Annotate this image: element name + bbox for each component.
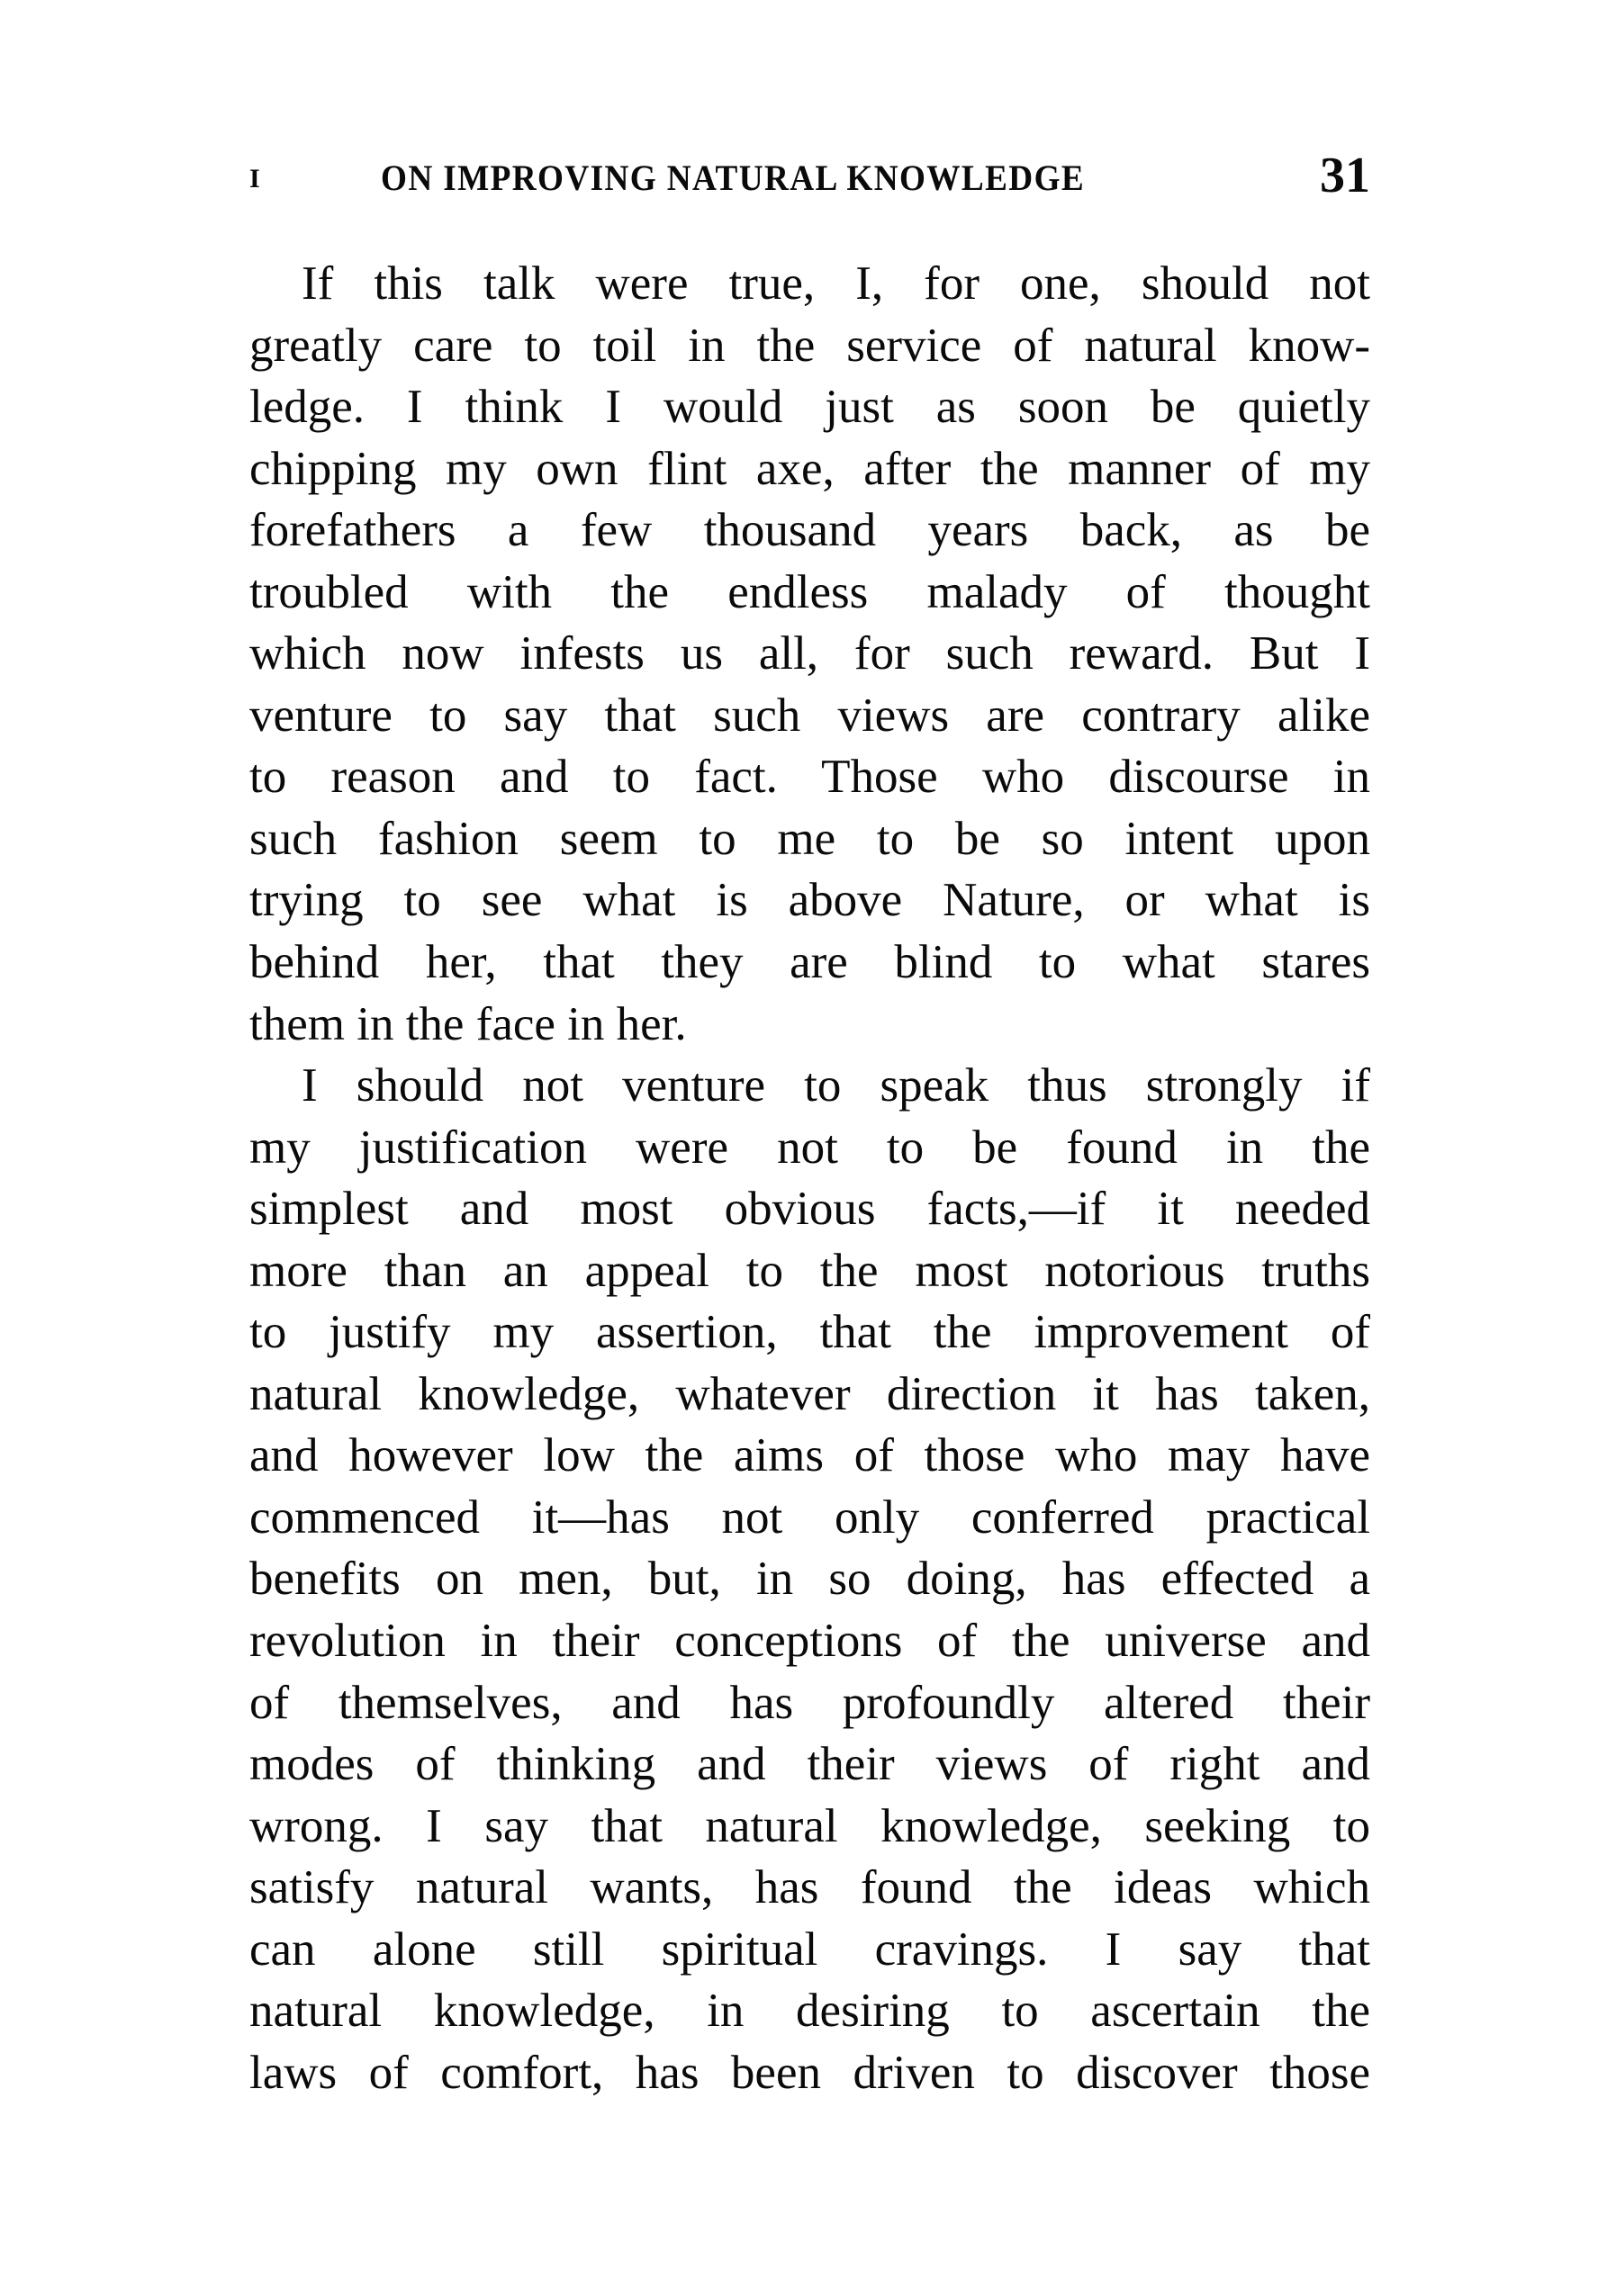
running-head	[249, 148, 1370, 203]
text-line	[249, 623, 1370, 685]
line-text: greatly care to toil in the service of natural know-	[249, 319, 1370, 372]
line-text: forefathers a few thousand years back, as be	[249, 504, 1370, 557]
line-text: them in the face in her.	[249, 997, 687, 1050]
line-text: and however low the aims of those who may have	[249, 1429, 1370, 1482]
line-text: satisfy natural wants, has found the ideas which	[249, 1861, 1370, 1914]
text-line	[249, 1857, 1370, 1919]
line-text: my justification were not to be found in the	[249, 1121, 1370, 1174]
text-line	[249, 562, 1370, 624]
line-text: more than an appeal to the most notorious truths	[249, 1244, 1370, 1297]
chapter-number: I	[249, 164, 260, 194]
line-text: simplest and most obvious facts,—if it needed	[249, 1183, 1370, 1236]
line-text: laws of comfort, has been driven to discover those	[249, 2046, 1370, 2099]
text-line	[249, 1919, 1370, 1981]
text-line	[249, 1487, 1370, 1549]
text-line	[249, 685, 1370, 747]
line-text: I should not venture to speak thus strongly if	[302, 1059, 1370, 1112]
line-text: If this talk were true, I, for one, should not	[302, 257, 1370, 310]
text-line	[249, 1672, 1370, 1734]
line-text: natural knowledge, in desiring to ascertain the	[249, 1985, 1370, 2038]
text-line	[249, 808, 1370, 870]
text-line	[249, 1980, 1370, 2042]
line-text: ledge. I think I would just as soon be quietly	[249, 381, 1370, 434]
text-line	[249, 1178, 1370, 1240]
page-number: 31	[1320, 148, 1370, 203]
line-text: of themselves, and has profoundly altered their	[249, 1676, 1370, 1729]
text-line	[249, 1548, 1370, 1610]
line-text: to reason and to fact. Those who discourse in	[249, 751, 1370, 804]
text-line	[249, 869, 1370, 932]
text-line	[249, 1055, 1370, 1117]
line-text: trying to see what is above Nature, or what is	[249, 874, 1370, 927]
line-text: to justify my assertion, that the improvement of	[249, 1306, 1370, 1359]
line-text: can alone still spiritual cravings. I say that	[249, 1922, 1370, 1976]
text-line	[249, 1425, 1370, 1487]
text-line	[249, 746, 1370, 808]
line-text: revolution in their conceptions of the universe and	[249, 1615, 1370, 1668]
line-text: natural knowledge, whatever direction it has taken,	[249, 1367, 1370, 1420]
line-text: commenced it—has not only conferred practical	[249, 1490, 1370, 1544]
line-text: chipping my own flint axe, after the manner of my	[249, 442, 1370, 495]
running-title: ON IMPROVING NATURAL KNOWLEDGE	[381, 158, 1086, 198]
text-line	[249, 1117, 1370, 1179]
body-text	[249, 253, 1370, 2103]
line-text: modes of thinking and their views of right and	[249, 1738, 1370, 1791]
text-line	[249, 1240, 1370, 1302]
text-line	[249, 1796, 1370, 1858]
text-line	[249, 1301, 1370, 1364]
text-line	[249, 1364, 1370, 1426]
text-line	[249, 500, 1370, 562]
text-line	[249, 2042, 1370, 2104]
text-line	[249, 438, 1370, 500]
text-line	[249, 994, 1370, 1056]
line-text: benefits on men, but, in so doing, has effected a	[249, 1553, 1370, 1606]
line-text: behind her, that they are blind to what stares	[249, 936, 1370, 989]
line-text: which now infests us all, for such reward. But I	[249, 627, 1370, 680]
line-text: such fashion seem to me to be so intent upon	[249, 812, 1370, 865]
line-text: troubled with the endless malady of thought	[249, 565, 1370, 618]
text-line	[249, 932, 1370, 994]
text-line	[249, 1733, 1370, 1796]
text-line	[249, 315, 1370, 377]
line-text: wrong. I say that natural knowledge, seeking to	[249, 1799, 1370, 1852]
text-line	[249, 253, 1370, 315]
text-line	[249, 1610, 1370, 1672]
text-line	[249, 376, 1370, 438]
line-text: venture to say that such views are contrary alike	[249, 689, 1370, 742]
